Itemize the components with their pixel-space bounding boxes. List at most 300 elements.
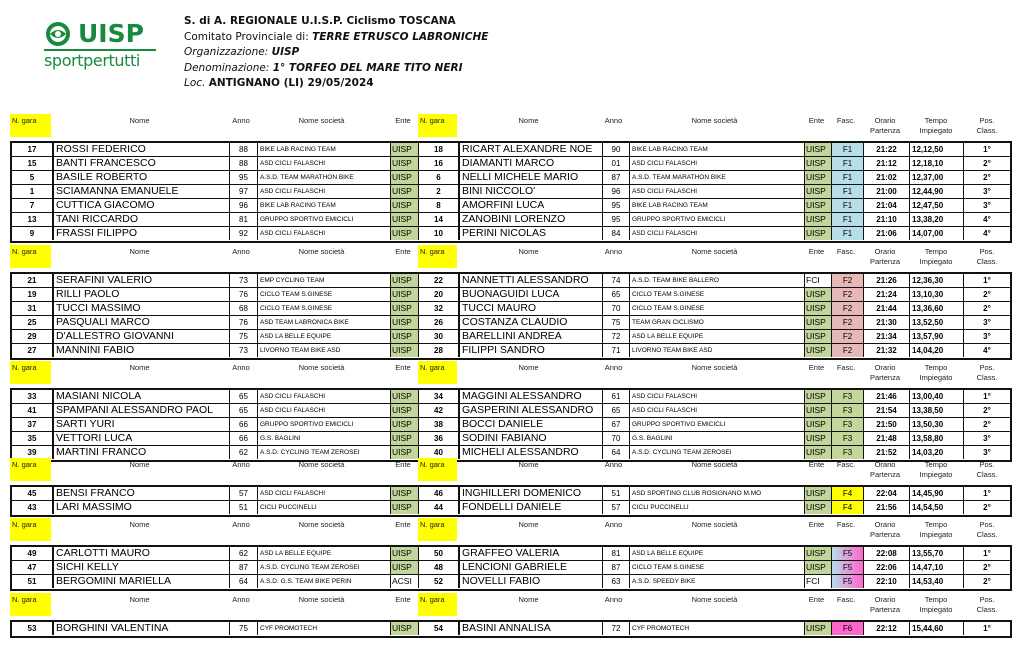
position: 1° [983,549,991,558]
team-name-a: ASD LA BELLE EQUIPE [257,330,390,343]
table-row [12,344,1010,358]
start-time: 22:12 [864,622,910,635]
race-number-a: 15 [27,159,37,168]
fascia-badge: F3 [832,446,864,459]
header-text: Partenza [869,257,901,266]
header-text: Tempo [924,363,948,372]
position: 4° [983,346,991,355]
team-name-b: ASD CICLI FALASCHI [629,185,804,198]
rider-name-a: SPAMPANI ALESSANDRO PAOL [52,404,229,417]
header-line-location: Loc. ANTIGNANO (LI) 29/05/2024 [184,77,374,90]
start-time: 21:32 [864,344,910,357]
ente-b: UISP [804,487,832,500]
birth-year-a: 62 [229,547,257,560]
race-number-b: 18 [434,145,443,154]
header-societa-a: Nome società [298,116,345,125]
header-nome-b: Nome [518,520,539,529]
team-name-a: G.S. BAGLINI [257,432,390,445]
birth-year-b: 72 [602,330,629,343]
fascia-badge: F4 [832,501,864,514]
race-number-b: 36 [434,434,443,443]
ente-b: UISP [804,213,832,226]
start-time: 22:10 [864,575,910,588]
team-name-a: ASD CICLI FALASCHI [257,227,390,240]
start-time: 21:02 [864,171,910,184]
race-number-b: 22 [434,276,443,285]
uisp-logo [44,19,159,74]
table-row [12,330,1010,344]
position: 4° [983,229,991,238]
header-anno-b: Anno [604,520,623,529]
birth-year-a: 76 [229,316,257,329]
race-number-a: 43 [27,503,37,512]
header-pos-class [963,518,1011,546]
header-n-gara-a: N. gara [10,458,51,481]
race-number-b: 44 [434,503,443,512]
header-societa-b: Nome società [691,247,738,256]
race-number-b: 6 [436,173,441,182]
rider-name-b: GRAFFEO VALERIA [458,547,602,560]
birth-year-b: 74 [602,274,629,287]
header-text: Partenza [869,605,901,614]
start-time: 21:30 [864,316,910,329]
rider-name-b: ZANOBINI LORENZO [458,213,602,226]
header-n-gara-a: N. gara [10,114,51,137]
team-name-b: A.S.D. TEAM MARATHON BIKE [629,171,804,184]
position: 3° [983,332,991,341]
fascia-badge: F2 [832,302,864,315]
team-name-b: BIKE LAB RACING TEAM [629,143,804,156]
table-row [12,227,1010,241]
start-time: 21:54 [864,404,910,417]
ente-b: UISP [804,432,832,445]
team-name-b: CICLO TEAM S.GINESE [629,302,804,315]
rider-name-b: INGHILLERI DOMENICO [458,487,602,500]
start-time: 21:48 [864,432,910,445]
header-nome-b: Nome [518,116,539,125]
header-anno-a: Anno [232,116,250,125]
birth-year-b: 70 [602,302,629,315]
ente-a: UISP [390,227,419,240]
position: 1° [983,624,991,633]
ente-b: FCI [804,575,832,588]
ente-a: UISP [390,622,419,635]
header-anno-a: Anno [232,595,250,604]
rider-name-a: PASQUALI MARCO [52,316,229,329]
race-number-b: 54 [434,624,443,633]
rider-name-a: BANTI FRANCESCO [52,157,229,170]
race-number-a: 51 [27,577,37,586]
team-name-b: A.S.D. TEAM BIKE BALLERO [629,274,804,287]
table-row [12,432,1010,446]
race-number-a: 39 [27,448,37,457]
header-text: Class. [976,126,998,135]
race-number-a: 53 [27,624,37,633]
table-row [12,316,1010,330]
team-name-a: CYF PROMOTECH [257,622,390,635]
birth-year-a: 66 [229,418,257,431]
race-number-b: 16 [434,159,443,168]
elapsed-time: 14,03,20 [910,446,964,459]
race-number-b: 28 [434,346,443,355]
birth-year-b: 65 [602,404,629,417]
elapsed-time: 13,55,70 [910,547,964,560]
logo-brand: UISP [78,19,144,48]
birth-year-b: 63 [602,575,629,588]
header-text: Orario [874,116,896,125]
ente-b: UISP [804,390,832,403]
team-name-a: CICLO TEAM S.GINESE [257,302,390,315]
ente-a: UISP [390,288,419,301]
header-n-gara-b: N. gara [418,361,457,384]
ente-b: UISP [804,199,832,212]
team-name-b: ASD LA BELLE EQUIPE [629,330,804,343]
header-text: Orario [874,247,896,256]
race-number-a: 31 [27,304,37,313]
ente-b: UISP [804,316,832,329]
team-name-b: ASD CICLI FALASCHI [629,390,804,403]
fascia-badge: F1 [832,185,864,198]
header-pos-class [963,245,1011,273]
header-line-organization: Organizzazione: UISP [184,46,300,59]
header-nome-b: Nome [518,247,539,256]
header-tempo-impiegato [909,593,963,621]
birth-year-a: 51 [229,501,257,514]
birth-year-b: 84 [602,227,629,240]
ente-a: UISP [390,302,419,315]
header-n-gara-b: N. gara [418,518,457,541]
elapsed-time: 14,45,90 [910,487,964,500]
header-n-gara-a: N. gara [10,245,51,268]
race-number-b: 52 [434,577,443,586]
header-tempo-impiegato [909,518,963,546]
header-text: Orario [874,520,896,529]
fascia-badge: F1 [832,199,864,212]
rider-name-b: AMORFINI LUCA [458,199,602,212]
header-text: Class. [976,373,998,382]
header-text: Orario [874,363,896,372]
birth-year-b: 95 [602,199,629,212]
fascia-badge: F1 [832,157,864,170]
header-line-committee: Comitato Provinciale di: TERRE ETRUSCO LABRONICHE [184,30,489,43]
header-fasc: Fasc. [836,520,856,529]
birth-year-b: 72 [602,622,629,635]
header-text: Tempo [924,520,948,529]
start-time: 21:56 [864,501,910,514]
team-name-a: GRUPPO SPORTIVO EMICICLI [257,213,390,226]
header-text: Class. [976,470,998,479]
header-ente-b: Ente [808,595,825,604]
team-name-b: ASD CICLI FALASCHI [629,404,804,417]
results-table-f3 [10,388,1012,462]
header-fasc: Fasc. [836,363,856,372]
elapsed-time: 14,53,40 [910,575,964,588]
ente-b: FCI [804,274,832,287]
header-text: Partenza [869,470,901,479]
team-name-a: LIVORNO TEAM BIKE ASD [257,344,390,357]
race-number-b: 8 [436,201,441,210]
header-anno-a: Anno [232,247,250,256]
rider-name-b: RICART ALEXANDRE NOE [458,143,602,156]
ente-b: UISP [804,561,832,574]
race-number-a: 29 [27,332,37,341]
team-name-b: A.S.D. CYCLING TEAM ZEROSEI [629,446,804,459]
team-name-b: CICLO TEAM S.GINESE [629,288,804,301]
birth-year-b: 57 [602,501,629,514]
fascia-badge: F2 [832,344,864,357]
header-text: Pos. [979,116,995,125]
table-row [12,274,1010,288]
team-name-b: CICLO TEAM S.GINESE [629,561,804,574]
header-text: Pos. [979,520,995,529]
results-table-f4 [10,485,1012,517]
ente-b: UISP [804,330,832,343]
header-fasc: Fasc. [836,595,856,604]
table-row [12,487,1010,501]
elapsed-time: 15,44,60 [910,622,964,635]
header-text: Impiegato [919,530,953,539]
elapsed-time: 12,12,50 [910,143,964,156]
header-text: Orario [874,595,896,604]
birth-year-b: 81 [602,547,629,560]
rider-name-b: NANNETTI ALESSANDRO [458,274,602,287]
elapsed-time: 12,36,30 [910,274,964,287]
team-name-a: A.S.D. G.S. TEAM BIKE PERIN [257,575,390,588]
fascia-badge: F2 [832,288,864,301]
header-ente-b: Ente [808,247,825,256]
race-number-b: 2 [436,187,441,196]
race-number-a: 25 [27,318,37,327]
birth-year-a: 62 [229,446,257,459]
ente-b: UISP [804,501,832,514]
race-number-a: 27 [27,346,37,355]
position: 3° [983,448,991,457]
fascia-badge: F5 [832,575,864,588]
header-nome-b: Nome [518,595,539,604]
table-row [12,404,1010,418]
ente-b: UISP [804,418,832,431]
team-name-a: BIKE LAB RACING TEAM [257,143,390,156]
header-text: Impiegato [919,126,953,135]
elapsed-time: 13,58,80 [910,432,964,445]
rider-name-a: MASIANI NICOLA [52,390,229,403]
fascia-badge: F2 [832,274,864,287]
team-name-b: ASD SPORTING CLUB ROSIGNANO M.MO [629,487,804,500]
table-row [12,302,1010,316]
race-number-b: 40 [434,448,443,457]
team-name-b: LIVORNO TEAM BIKE ASD [629,344,804,357]
elapsed-time: 13,38,50 [910,404,964,417]
race-number-a: 5 [29,173,35,182]
position: 2° [983,406,991,415]
header-text: Class. [976,605,998,614]
header-ente-a: Ente [395,520,411,529]
team-name-b: CICLI PUCCINELLI [629,501,804,514]
rider-name-b: LENCIONI GABRIELE [458,561,602,574]
team-name-a: ASD CICLI FALASCHI [257,390,390,403]
header-n-gara-a: N. gara [10,593,51,616]
header-anno-b: Anno [604,247,623,256]
header-anno-b: Anno [604,363,623,372]
start-time: 21:26 [864,274,910,287]
header-text: Pos. [979,247,995,256]
team-name-a: ASD CICLI FALASCHI [257,185,390,198]
ente-a: UISP [390,199,419,212]
birth-year-a: 73 [229,274,257,287]
table-row [12,288,1010,302]
ente-a: UISP [390,185,419,198]
logo-tagline: sportpertutti [44,51,140,70]
ente-b: UISP [804,288,832,301]
ente-a: UISP [390,213,419,226]
birth-year-b: 90 [602,143,629,156]
ente-a: UISP [390,171,419,184]
rider-name-a: MARTINI FRANCO [52,446,229,459]
team-name-b: ASD LA BELLE EQUIPE [629,547,804,560]
race-number-b: 32 [434,304,443,313]
elapsed-time: 14,07,00 [910,227,964,240]
rider-name-b: PERINI NICOLAS [458,227,602,240]
ente-a: UISP [390,432,419,445]
team-name-a: A.S.D. CYCLING TEAM ZEROSEI [257,446,390,459]
race-number-b: 14 [434,215,443,224]
team-name-b: ASD CICLI FALASCHI [629,157,804,170]
header-anno-b: Anno [604,595,623,604]
position: 4° [983,215,991,224]
rider-name-a: SERAFINI VALERIO [52,274,229,287]
header-text: Partenza [869,530,901,539]
team-name-b: CYF PROMOTECH [629,622,804,635]
header-text: Impiegato [919,605,953,614]
document-header [184,14,488,92]
team-name-a: GRUPPO SPORTIVO EMICICLI [257,418,390,431]
race-number-a: 35 [27,434,37,443]
header-line-regional: S. di A. REGIONALE U.I.S.P. Ciclismo TOSCANA [184,15,456,27]
header-nome-a: Nome [129,247,150,256]
birth-year-b: 67 [602,418,629,431]
header-text: Tempo [924,595,948,604]
table-row [12,213,1010,227]
position: 1° [983,392,991,401]
header-n-gara-b: N. gara [418,245,457,268]
ente-a: ACSI [390,575,419,588]
header-text: Pos. [979,363,995,372]
header-text: Class. [976,530,998,539]
header-text: Pos. [979,460,995,469]
rider-name-b: FILIPPI SANDRO [458,344,602,357]
rider-name-a: SARTI YURI [52,418,229,431]
race-number-b: 46 [434,489,443,498]
birth-year-b: 75 [602,316,629,329]
table-row [12,561,1010,575]
rider-name-a: MANNINI FABIO [52,344,229,357]
header-text: Tempo [924,460,948,469]
header-ente-a: Ente [395,460,411,469]
rider-name-a: RILLI PAOLO [52,288,229,301]
race-number-b: 34 [434,392,443,401]
results-table-f1 [10,141,1012,243]
header-ente-a: Ente [395,247,411,256]
start-time: 21:44 [864,302,910,315]
rider-name-b: GASPERINI ALESSANDRO [458,404,602,417]
birth-year-a: 75 [229,622,257,635]
header-pos-class [963,593,1011,621]
rider-name-b: SODINI FABIANO [458,432,602,445]
birth-year-b: 96 [602,185,629,198]
position: 2° [983,503,991,512]
rider-name-b: BUONAGUIDI LUCA [458,288,602,301]
race-number-a: 41 [27,406,37,415]
rider-name-a: FRASSI FILIPPO [52,227,229,240]
team-name-b: TEAM GRAN CICLISMO [629,316,804,329]
birth-year-b: 87 [602,171,629,184]
team-name-b: GRUPPO SPORTIVO EMICICLI [629,418,804,431]
race-number-b: 20 [434,290,443,299]
race-number-a: 33 [27,392,37,401]
rider-name-a: SICHI KELLY [52,561,229,574]
position: 2° [983,173,991,182]
header-societa-a: Nome società [298,247,345,256]
rider-name-b: MAGGINI ALESSANDRO [458,390,602,403]
position: 3° [983,187,991,196]
birth-year-b: 70 [602,432,629,445]
start-time: 22:08 [864,547,910,560]
race-number-b: 30 [434,332,443,341]
ente-a: UISP [390,547,419,560]
header-societa-b: Nome società [691,595,738,604]
race-number-a: 7 [29,201,35,210]
rider-name-a: BORGHINI VALENTINA [52,622,229,635]
header-pos-class [963,114,1011,142]
team-name-a: ASD CICLI FALASCHI [257,487,390,500]
start-time: 21:46 [864,390,910,403]
start-time: 21:24 [864,288,910,301]
header-nome-a: Nome [129,363,150,372]
rider-name-b: BARELLINI ANDREA [458,330,602,343]
race-number-a: 13 [27,215,37,224]
ente-a: UISP [390,404,419,417]
header-societa-b: Nome società [691,363,738,372]
header-nome-a: Nome [129,595,150,604]
birth-year-a: 76 [229,288,257,301]
header-text: Partenza [869,126,901,135]
header-anno-b: Anno [604,460,623,469]
ente-a: UISP [390,330,419,343]
header-ente-b: Ente [808,116,825,125]
results-table-f2 [10,272,1012,360]
table-row [12,575,1010,589]
birth-year-a: 66 [229,432,257,445]
birth-year-a: 64 [229,575,257,588]
birth-year-b: 65 [602,288,629,301]
header-text: Orario [874,460,896,469]
header-text: Tempo [924,116,948,125]
race-number-b: 48 [434,563,443,572]
header-n-gara-b: N. gara [418,114,457,137]
race-number-a: 37 [27,420,37,429]
header-text: Tempo [924,247,948,256]
header-ente-a: Ente [395,363,411,372]
header-anno-a: Anno [232,460,250,469]
header-text: Impiegato [919,257,953,266]
rider-name-a: CUTTICA GIACOMO [52,199,229,212]
elapsed-time: 13,10,30 [910,288,964,301]
fascia-badge: F3 [832,432,864,445]
birth-year-a: 97 [229,185,257,198]
fascia-badge: F4 [832,487,864,500]
start-time: 21:34 [864,330,910,343]
team-name-b: G.S. BAGLINI [629,432,804,445]
